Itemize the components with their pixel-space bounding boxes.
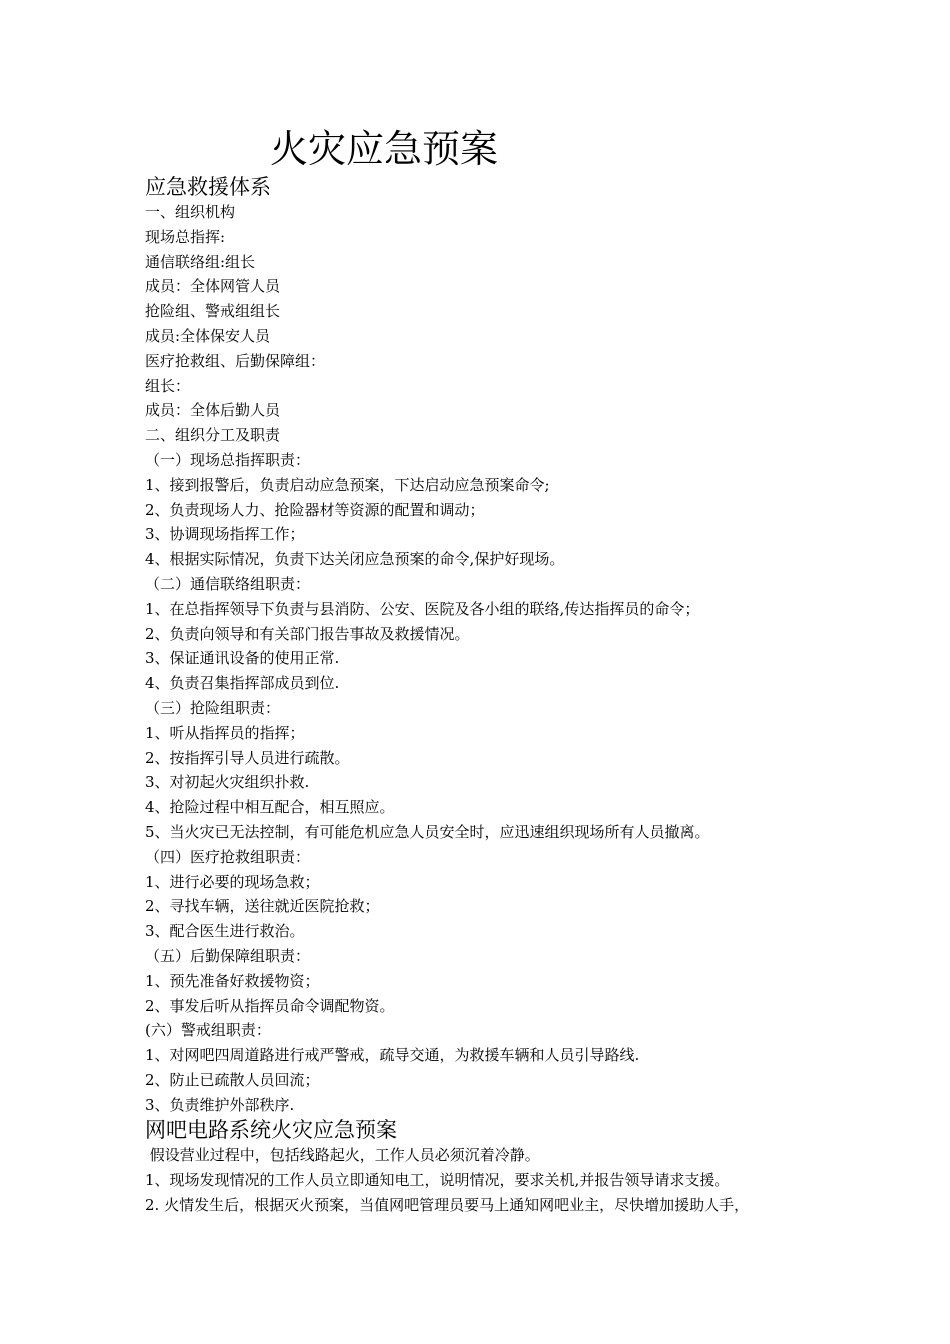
- text-line: 现场总指挥:: [145, 227, 226, 246]
- text-line: 3、负责维护外部秩序.: [145, 1095, 295, 1114]
- text-line: 2、防止已疏散人员回流；: [145, 1070, 320, 1089]
- text-line: 3、保证通讯设备的使用正常.: [145, 649, 340, 668]
- text-line: （三）抢险组职责：: [145, 698, 281, 717]
- text-line: 5、当火灾已无法控制，有可能危机应急人员安全时，应迅速组织现场所有人员撤离。: [145, 822, 710, 841]
- text-line: 1、对网吧四周道路进行戒严警戒，疏导交通，为救援车辆和人员引导路线.: [145, 1046, 640, 1065]
- section-heading: 应急救援体系: [145, 175, 271, 199]
- text-line: （一）现场总指挥职责：: [145, 450, 311, 469]
- text-line: (六）警戒组职责：: [145, 1021, 271, 1040]
- text-line: 2. 火情发生后，根据灭火预案，当值网吧管理员要马上通知网吧业主，尽快增加援助人手，: [145, 1195, 750, 1214]
- section-lines: [145, 200, 845, 1117]
- text-line: 3、协调现场指挥工作；: [145, 525, 305, 544]
- text-line: 2、寻找车辆，送往就近医院抢救；: [145, 897, 380, 916]
- section-emergency-rescue-system: [145, 174, 845, 1117]
- text-line: 一、组织机构: [145, 203, 236, 221]
- text-line: 4、根据实际情况，负责下达关闭应急预案的命令,保护好现场。: [145, 550, 565, 569]
- text-line: （五）后勤保障组职责：: [145, 946, 311, 965]
- text-line: 通信联络组:组长: [145, 252, 256, 271]
- text-line: 2、按指挥引导人员进行疏散。: [145, 748, 350, 767]
- text-line: 1、预先准备好救援物资；: [145, 971, 320, 990]
- text-line: 4、抢险过程中相互配合，相互照应。: [145, 798, 395, 817]
- text-line: 1、接到报警后，负责启动应急预案，下达启动应急预案命令;: [145, 475, 550, 494]
- text-line: 二、组织分工及职责: [145, 426, 281, 445]
- text-line: 4、负责召集指挥部成员到位.: [145, 674, 340, 693]
- text-line: 1、在总指挥领导下负责与县消防、公安、医院及各小组的联络,传达指挥员的命令；: [145, 599, 700, 618]
- text-line: 组长：: [145, 376, 191, 395]
- document-title: 火灾应急预案: [270, 127, 499, 171]
- text-line: 假设营业过程中，包括线路起火，工作人员必须沉着冷静。: [145, 1146, 540, 1164]
- section-lines: [145, 1143, 845, 1217]
- text-line: 医疗抢救组、后勤保障组：: [145, 351, 326, 370]
- text-line: 2、事发后听从指挥员命令调配物资。: [145, 996, 395, 1015]
- text-line: 2、负责现场人力、抢险器材等资源的配置和调动；: [145, 500, 485, 519]
- text-line: 3、配合医生进行救治。: [145, 922, 305, 941]
- section-internet-cafe-electrical-fire-plan: [145, 1117, 845, 1217]
- section-heading: 网吧电路系统火灾应急预案: [145, 1118, 397, 1142]
- text-line: （四）医疗抢救组职责：: [145, 847, 311, 866]
- text-line: 3、对初起火灾组织扑救.: [145, 773, 310, 792]
- text-line: 成员:全体保安人员: [145, 326, 271, 345]
- text-line: （二）通信联络组职责：: [145, 574, 311, 593]
- text-line: 1、进行必要的现场急救；: [145, 872, 320, 891]
- text-line: 成员：全体网管人员: [145, 277, 281, 296]
- text-line: 1、听从指挥员的指挥；: [145, 723, 305, 742]
- text-line: 1、现场发现情况的工作人员立即通知电工，说明情况，要求关机,并报告领导请求支援。: [145, 1170, 730, 1189]
- text-line: 抢险组、警戒组组长: [145, 302, 281, 321]
- text-line: 2、负责向领导和有关部门报告事故及救援情况。: [145, 624, 470, 643]
- text-line: 成员：全体后勤人员: [145, 401, 281, 420]
